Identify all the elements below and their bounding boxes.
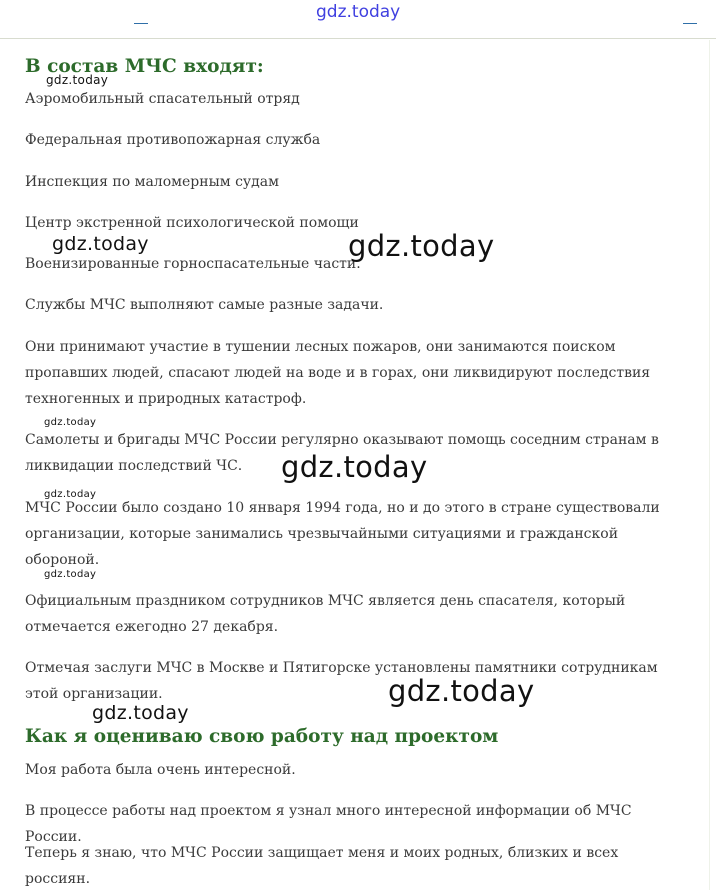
paragraph: МЧС России было создано 10 января 1994 года, но и до этого в стране существовали организации, которые занимались чрезвычайными ситуациями и гражданской обороной. — [25, 500, 660, 568]
menu-link-underline[interactable] — [134, 23, 148, 24]
section-heading-composition: В состав МЧС входят: — [25, 56, 264, 77]
watermark: gdz.today — [388, 674, 535, 708]
paragraph: Аэромобильный спасательный отряд — [25, 91, 300, 107]
watermark: gdz.today — [92, 702, 189, 724]
watermark: gdz.today — [281, 450, 428, 484]
paragraph: Они принимают участие в тушении лесных пожаров, они занимаются поиском пропавших людей, спасают людей на воде и в горах, они ликвидируют последствия техногенных и природных катастроф. — [25, 339, 651, 407]
paragraph: Службы МЧС выполняют самые разные задачи. — [25, 297, 384, 313]
watermark: gdz.today — [348, 229, 495, 263]
watermark: gdz.today — [44, 489, 97, 500]
paragraph: Моя работа была очень интересной. — [25, 762, 296, 778]
watermark: gdz.today — [44, 569, 97, 580]
watermark: gdz.today — [52, 233, 149, 255]
paragraph: Федеральная противопожарная служба — [25, 132, 321, 148]
paragraph: В процессе работы над проектом я узнал много интересной информации об МЧС России. — [25, 803, 632, 845]
menu-link-underline[interactable] — [683, 23, 697, 24]
paragraph: Инспекция по маломерным судам — [25, 174, 280, 190]
paragraph: Военизированные горноспасательные части. — [25, 256, 361, 272]
paragraph: Центр экстренной психологической помощи — [25, 215, 359, 231]
paragraph: Отмечая заслуги МЧС в Москве и Пятигорске установлены памятники сотрудникам этой организации. — [25, 660, 658, 702]
site-logo[interactable]: gdz.today — [316, 2, 401, 22]
watermark: gdz.today — [46, 73, 109, 87]
top-bar — [0, 0, 716, 39]
watermark: gdz.today — [44, 417, 97, 428]
right-sidebar-edge — [709, 40, 716, 890]
paragraph: Теперь я знаю, что МЧС России защищает меня и моих родных, близких и всех россиян. — [25, 845, 619, 887]
section-heading-self-assessment: Как я оцениваю свою работу над проектом — [25, 726, 499, 747]
paragraph: Самолеты и бригады МЧС России регулярно оказывают помощь соседним странам в ликвидации последствий ЧС. — [25, 432, 659, 474]
paragraph: Официальным праздником сотрудников МЧС является день спасателя, который отмечается ежегодно 27 декабря. — [25, 593, 626, 635]
